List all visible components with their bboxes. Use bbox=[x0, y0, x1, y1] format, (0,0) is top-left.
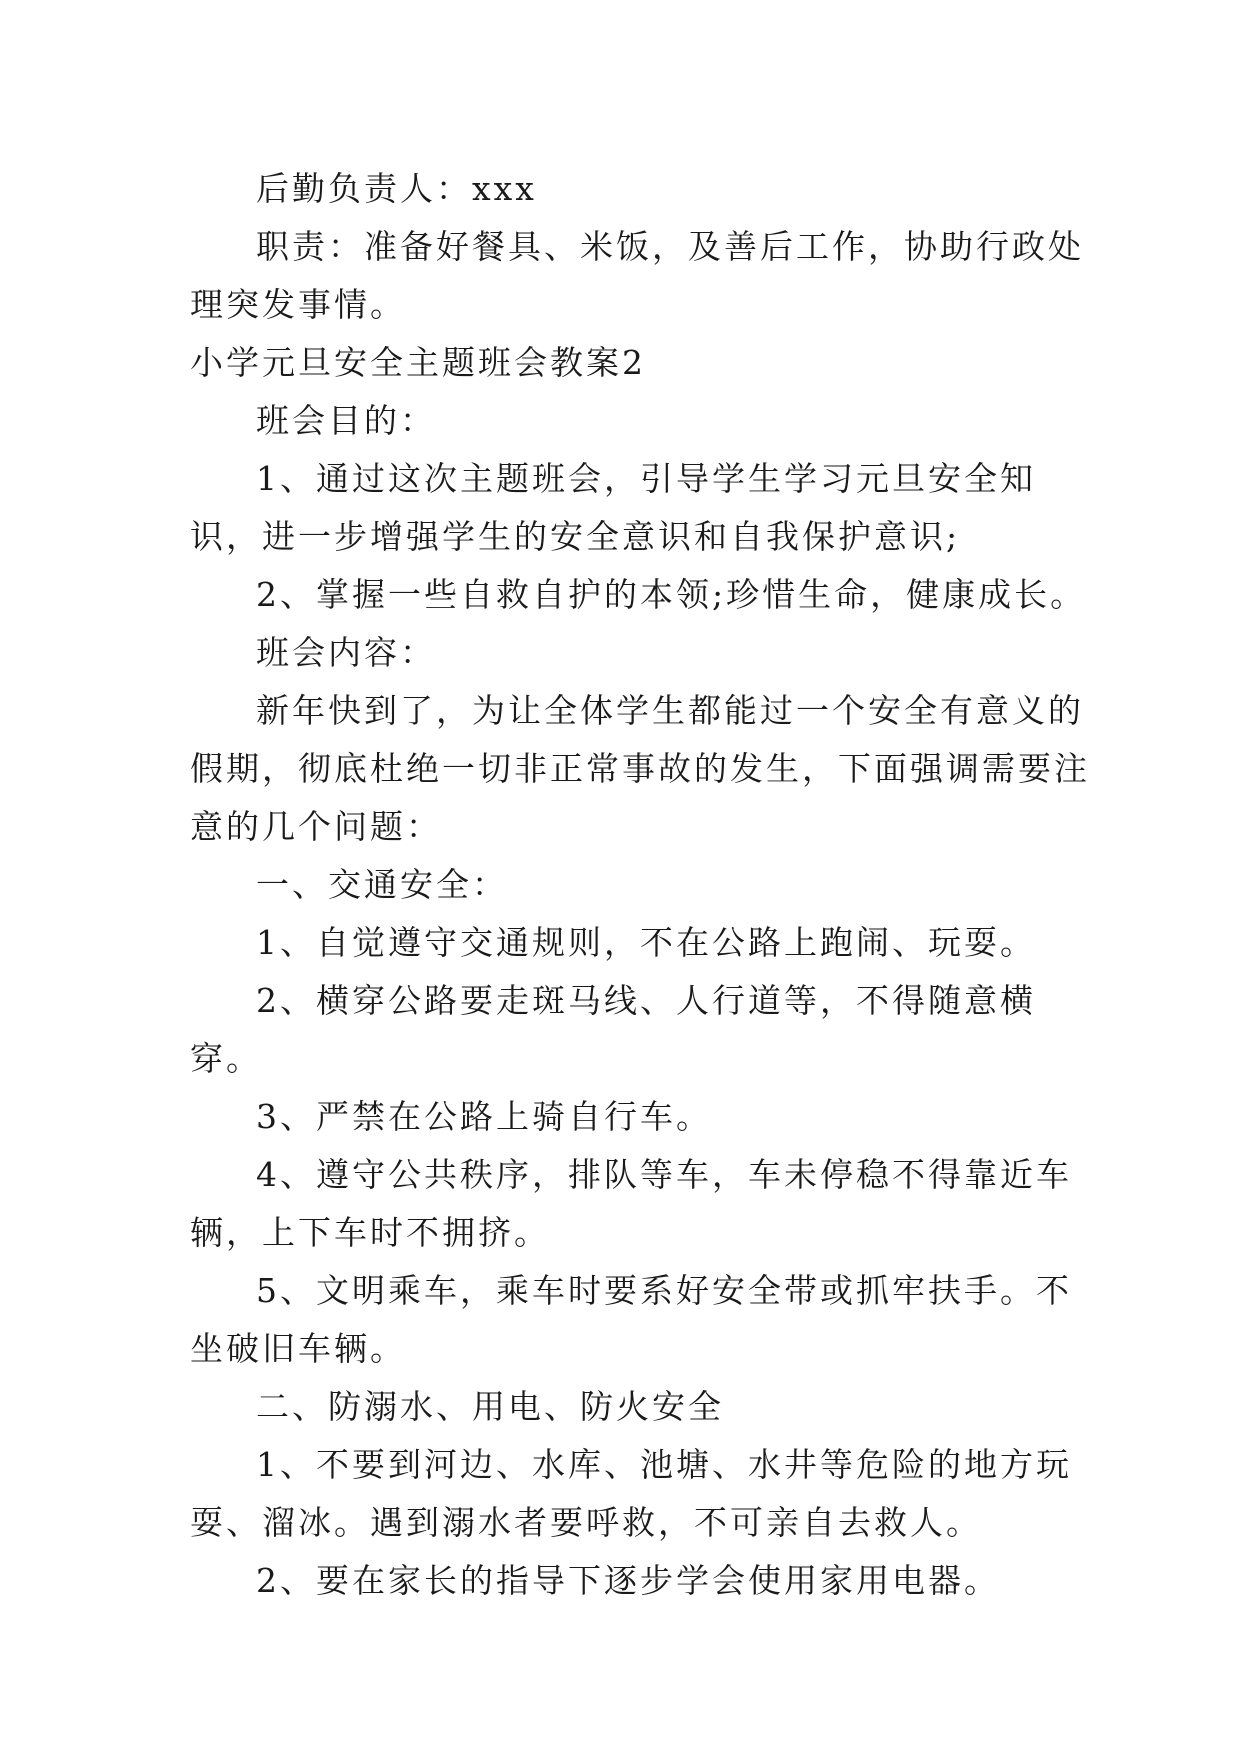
paragraph-intro: 新年快到了，为让全体学生都能过一个安全有意义的假期，彻底杜绝一切非正常事故的发生，下面强调需要注意的几个问题： bbox=[190, 691, 1090, 846]
paragraph-traffic-2: 2、横穿公路要走斑马线、人行道等，不得随意横穿。 bbox=[190, 981, 1036, 1078]
paragraph-water-1: 1、不要到河边、水库、池塘、水井等危险的地方玩耍、溜冰。遇到溺水者要呼救，不可亲自去救人。 bbox=[190, 1445, 1072, 1542]
paragraph-logistics-lead: 后勤负责人：xxx bbox=[256, 169, 537, 208]
paragraph-traffic-5: 5、文明乘车，乘车时要系好安全带或抓牢扶手。不坐破旧车辆。 bbox=[190, 1271, 1072, 1368]
paragraph-traffic-heading: 一、交通安全： bbox=[256, 865, 508, 904]
paragraph-traffic-4: 4、遵守公共秩序，排队等车，车未停稳不得靠近车辆，上下车时不拥挤。 bbox=[190, 1155, 1072, 1252]
paragraph-duties: 职责：准备好餐具、米饭，及善后工作，协助行政处理突发事情。 bbox=[190, 227, 1084, 324]
paragraph-purpose-2: 2、掌握一些自救自护的本领;珍惜生命，健康成长。 bbox=[256, 575, 1087, 614]
paragraph-traffic-1: 1、自觉遵守交通规则，不在公路上跑闹、玩耍。 bbox=[256, 923, 1036, 962]
paragraph-water-heading: 二、防溺水、用电、防火安全 bbox=[256, 1387, 724, 1426]
paragraph-purpose-1: 1、通过这次主题班会，引导学生学习元旦安全知识，进一步增强学生的安全意识和自我保护意识; bbox=[190, 459, 1036, 556]
paragraph-traffic-3: 3、严禁在公路上骑自行车。 bbox=[256, 1097, 712, 1136]
paragraph-water-2: 2、要在家长的指导下逐步学会使用家用电器。 bbox=[256, 1561, 1000, 1600]
paragraph-content-heading: 班会内容： bbox=[256, 633, 436, 672]
paragraph-purpose-heading: 班会目的： bbox=[256, 401, 436, 440]
document-body bbox=[190, 160, 1090, 1610]
section-title: 小学元旦安全主题班会教案2 bbox=[190, 343, 646, 382]
